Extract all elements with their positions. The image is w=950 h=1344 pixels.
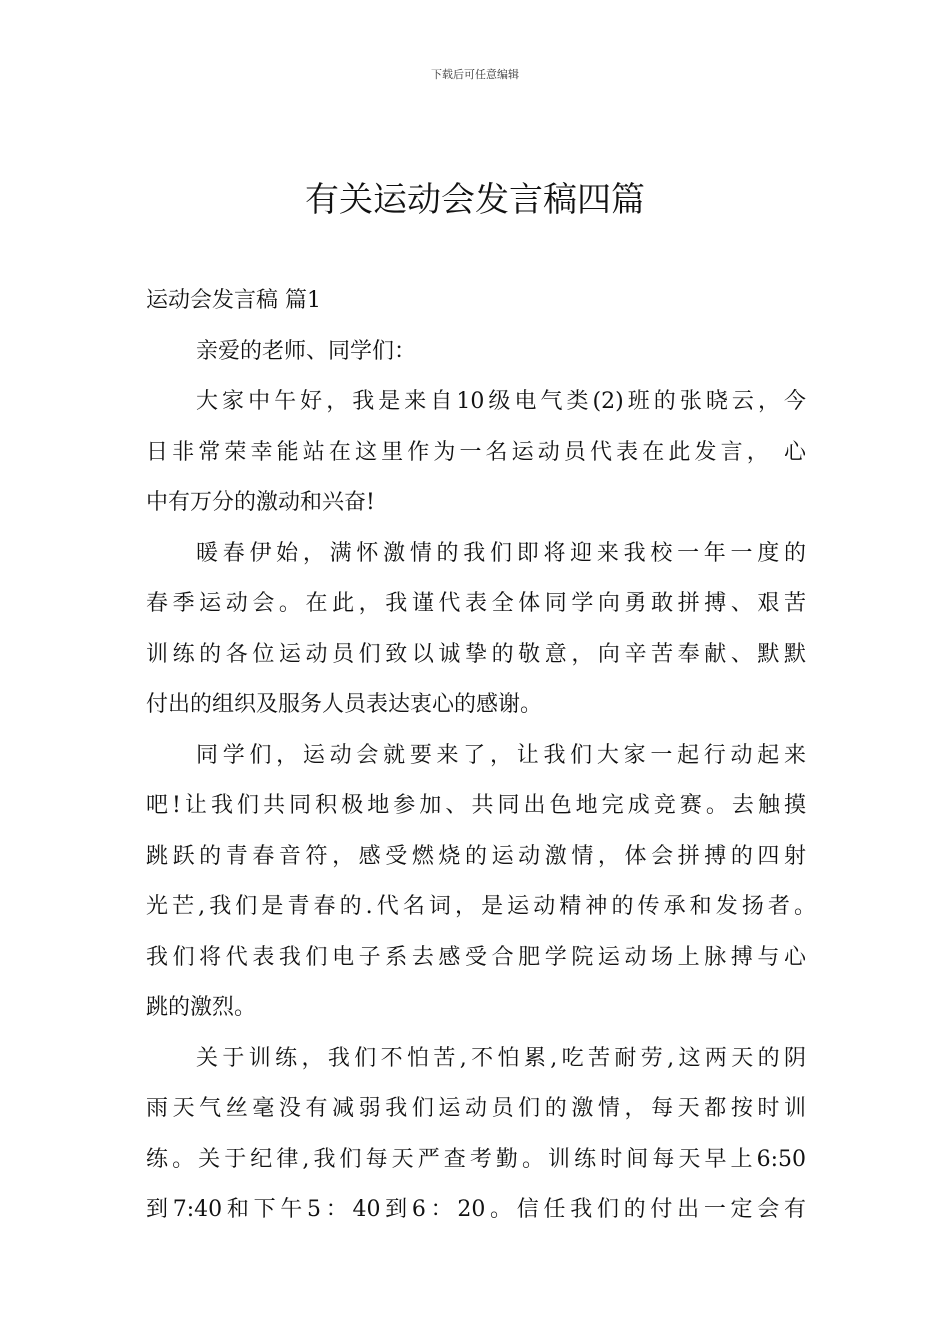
body-line: 雨天气丝毫没有减弱我们运动员们的激情，每天都按时训 <box>146 1096 806 1121</box>
body-line: 光芒,我们是青春的.代名词，是运动精神的传承和发扬者。 <box>146 894 816 919</box>
header-note: 下载后可任意编辑 <box>431 68 519 81</box>
document-body <box>146 281 816 1241</box>
body-line: 跳的激烈。 <box>146 995 257 1020</box>
body-line: 训练的各位运动员们致以诚挚的敬意，向辛苦奉献、默默 <box>146 641 806 667</box>
body-line: 付出的组织及服务人员表达衷心的感谢。 <box>146 692 543 717</box>
document-title: 有关运动会发言稿四篇 <box>305 180 645 220</box>
body-line: 到7:40和下午5：40到6：20。信任我们的付出一定会有 <box>146 1197 806 1222</box>
body-line: 关于训练，我们不怕苦,不怕累,吃苦耐劳,这两天的阴 <box>196 1045 806 1071</box>
salutation-line: 亲爱的老师、同学们： <box>196 338 417 364</box>
body-line: 日非常荣幸能站在这里作为一名运动员代表在此发言， 心 <box>146 439 806 465</box>
body-line: 我们将代表我们电子系去感受合肥学院运动场上脉搏与心 <box>146 944 806 970</box>
body-line: 练。关于纪律,我们每天严查考勤。训练时间每天早上6:50 <box>146 1146 806 1172</box>
body-line: 跳跃的青春音符，感受燃烧的运动激情，体会拼搏的四射 <box>146 843 806 869</box>
body-line: 中有万分的激动和兴奋! <box>146 490 375 515</box>
body-line: 暖春伊始，满怀激情的我们即将迎来我校一年一度的 <box>196 540 806 566</box>
body-line: 同学们，运动会就要来了，让我们大家一起行动起来 <box>196 742 806 768</box>
body-line: 春季运动会。在此，我谨代表全体同学向勇敢拼搏、艰苦 <box>146 591 806 616</box>
body-line: 大家中午好，我是来自10级电气类(2)班的张晓云，今 <box>196 389 806 414</box>
body-line: 吧!让我们共同积极地参加、共同出色地完成竞赛。去触摸 <box>146 793 806 818</box>
section-heading: 运动会发言稿 篇1 <box>146 288 321 313</box>
